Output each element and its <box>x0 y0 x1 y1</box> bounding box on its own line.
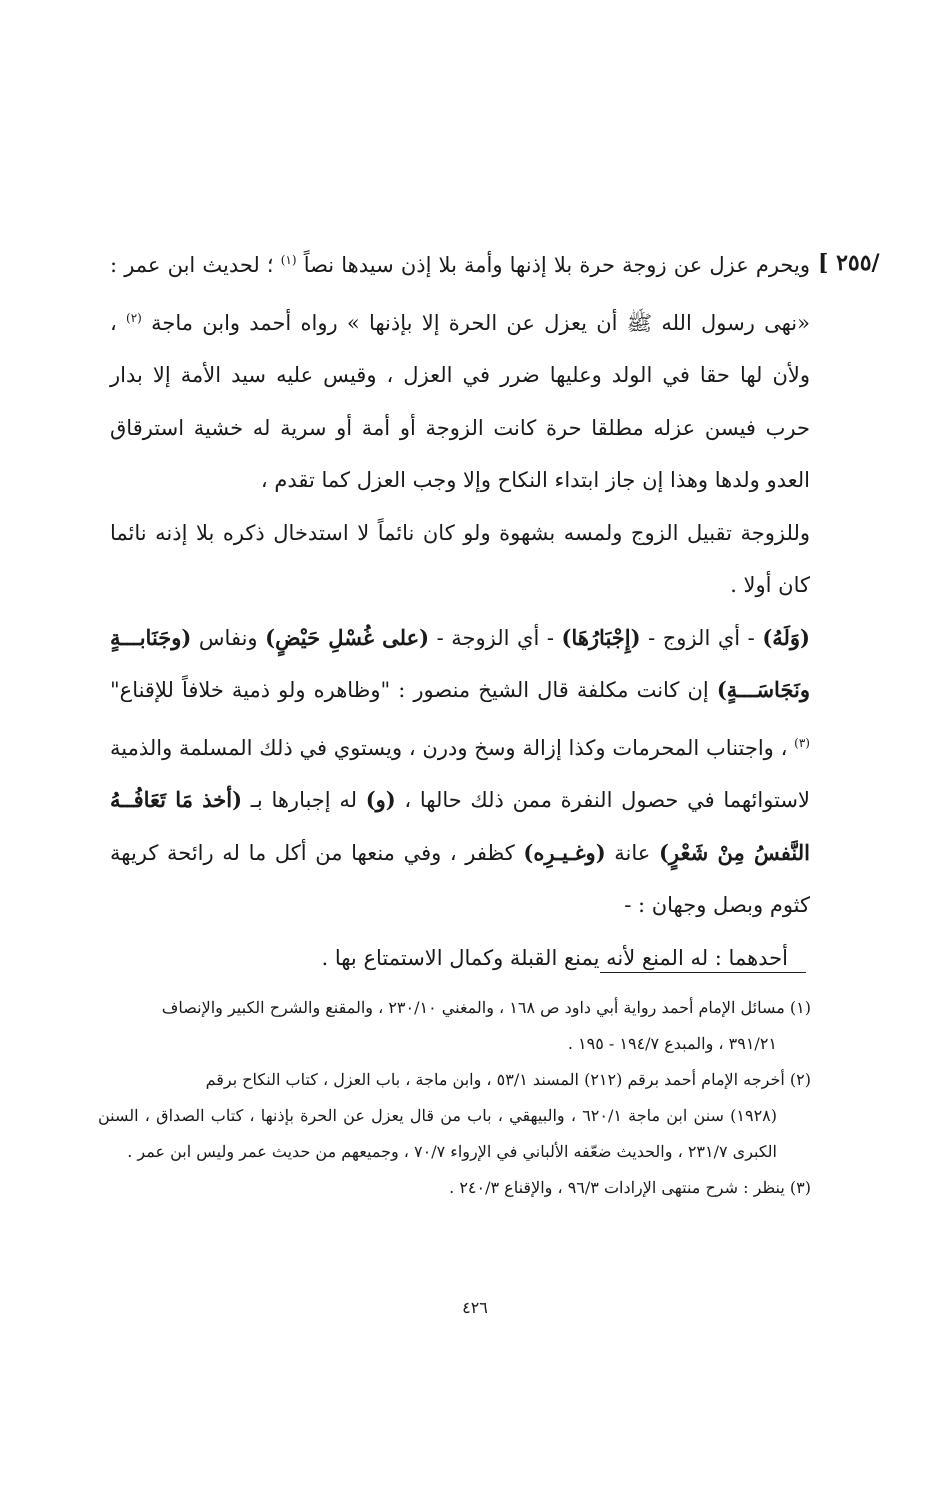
footnote-separator <box>600 972 806 973</box>
matn-term: (أخذ مَا تَعَافُــهُ النَّفسُ مِنْ شَعْرٍ) <box>110 787 811 865</box>
text-segment: ، واجتناب المحرمات وكذا إزالة وسخ ودرن ، ويستوي في ذلك المسلمة والذمية لاستوائهما في حصول النفرة ممن ذلك حالها ، <box>110 735 810 812</box>
text-segment: أحدهما : له المنع لأنه يمنع القبلة وكمال الاستمتاع بها . <box>321 945 788 970</box>
text-segment: ونفاس <box>198 625 258 650</box>
matn-term: (وغـيـرِه) <box>523 839 606 865</box>
page-number: ٤٢٦ <box>462 1298 488 1317</box>
matn-term: (وَلَهُ) <box>762 624 810 650</box>
matn-term: (و) <box>365 787 396 812</box>
matn-term: (إِجْبَارُهَا) <box>561 624 641 650</box>
footnote-text: مسائل الإمام أحمد رواية أبي داود ص ١٦٨ ، والمغني ٢٣٠/١٠ ، والمقنع والشرح الكبير والإنصاف <box>161 998 785 1017</box>
footnote-3 <box>98 1170 811 1206</box>
text-segment: ؛ لحديث ابن عمر : <box>110 253 274 277</box>
paragraph-2 <box>110 507 810 612</box>
footnote-text-cont: (١٩٢٨) سنن ابن ماجة ٦٢٠/١ ، والبيهقي ، باب من قال يعزل عن الحرة بإذنها ، كتاب الصداق ، السنن الكبرى ٢٣١/٧ ، والحديث ضعّفه الألباني في الإرواء ٧٠/٧ ، وجميعهم من حديث عمر وليس ابن عمر . <box>98 1106 778 1161</box>
footnote-text-cont: ٣٩١/٢١ ، والمبدع ١٩٤/٧ - ١٩٥ . <box>567 1034 777 1053</box>
text-segment: ويحرم عزل عن زوجة حرة بلا إذنها وأمة بلا إذن سيدها نصاً <box>303 253 810 277</box>
matn-term: (وجَنَابـــةٍ ونَجَاسَـــةٍ) <box>110 624 810 702</box>
footnote-ref-1[interactable]: (١) <box>280 253 297 267</box>
text-segment: «نهى رسول الله ﷺ أن يعزل عن الحرة إلا بإذنها » رواه أحمد وابن ماجة <box>151 310 810 335</box>
text-segment: عانة <box>614 840 651 865</box>
text-segment: ، ولأن لها حقا في الولد وعليها ضرر في العزل ، وقيس عليه سيد الأمة إلا بدار حرب فيسن عزله مطلقا حرة كانت الزوجة أو أمة أو سرية له خشية استرقاق العدو ولدها وهذا إن جاز ابتداء النكاح وإلا وجب العزل كما تقدم ، <box>110 310 810 492</box>
main-text <box>110 234 810 984</box>
text-segment: كظفر ، وفي منعها من أكل ما له رائحة كريهة كثوم وبصل وجهان : - <box>110 840 810 917</box>
footnotes <box>98 990 811 1206</box>
footnote-number: (٣) <box>789 1178 811 1197</box>
footnote-number: (١) <box>789 998 811 1017</box>
matn-term: (على غُسْلِ حَيْضٍ) <box>265 624 430 650</box>
footnote-2 <box>98 1062 811 1170</box>
text-segment: - أي الزوج - <box>648 625 755 650</box>
footnote-ref-3[interactable]: (٣) <box>794 735 810 750</box>
text-segment: إن كانت مكلفة قال الشيخ منصور : "وظاهره ولو ذمية خلافاً للإقناع" <box>110 678 709 702</box>
footnote-number: (٢) <box>789 1070 811 1089</box>
footnote-text: أخرجه الإمام أحمد برقم (٢١٢) المسند ٥٣/١ ، وابن ماجة ، باب العزل ، كتاب النكاح برقم <box>205 1070 785 1089</box>
margin-page-marker: /٢٥٥ ] <box>818 250 880 276</box>
footnote-ref-2[interactable]: (٢) <box>126 310 142 325</box>
text-segment: وللزوجة تقبيل الزوج ولمسه بشهوة ولو كان نائماً لا استدخال ذكره بلا إذنه نائما كان أولا . <box>110 520 810 597</box>
text-segment: - أي الزوجة - <box>436 625 554 650</box>
footnote-1 <box>98 990 811 1062</box>
paragraph-3 <box>110 612 810 932</box>
paragraph-4 <box>110 932 810 985</box>
text-segment: له إجبارها بـ <box>250 788 357 812</box>
paragraph-1 <box>110 234 810 507</box>
footnote-text: ينظر : شرح منتهى الإرادات ٩٦/٣ ، والإقناع ٢٤٠/٣ . <box>449 1178 785 1197</box>
